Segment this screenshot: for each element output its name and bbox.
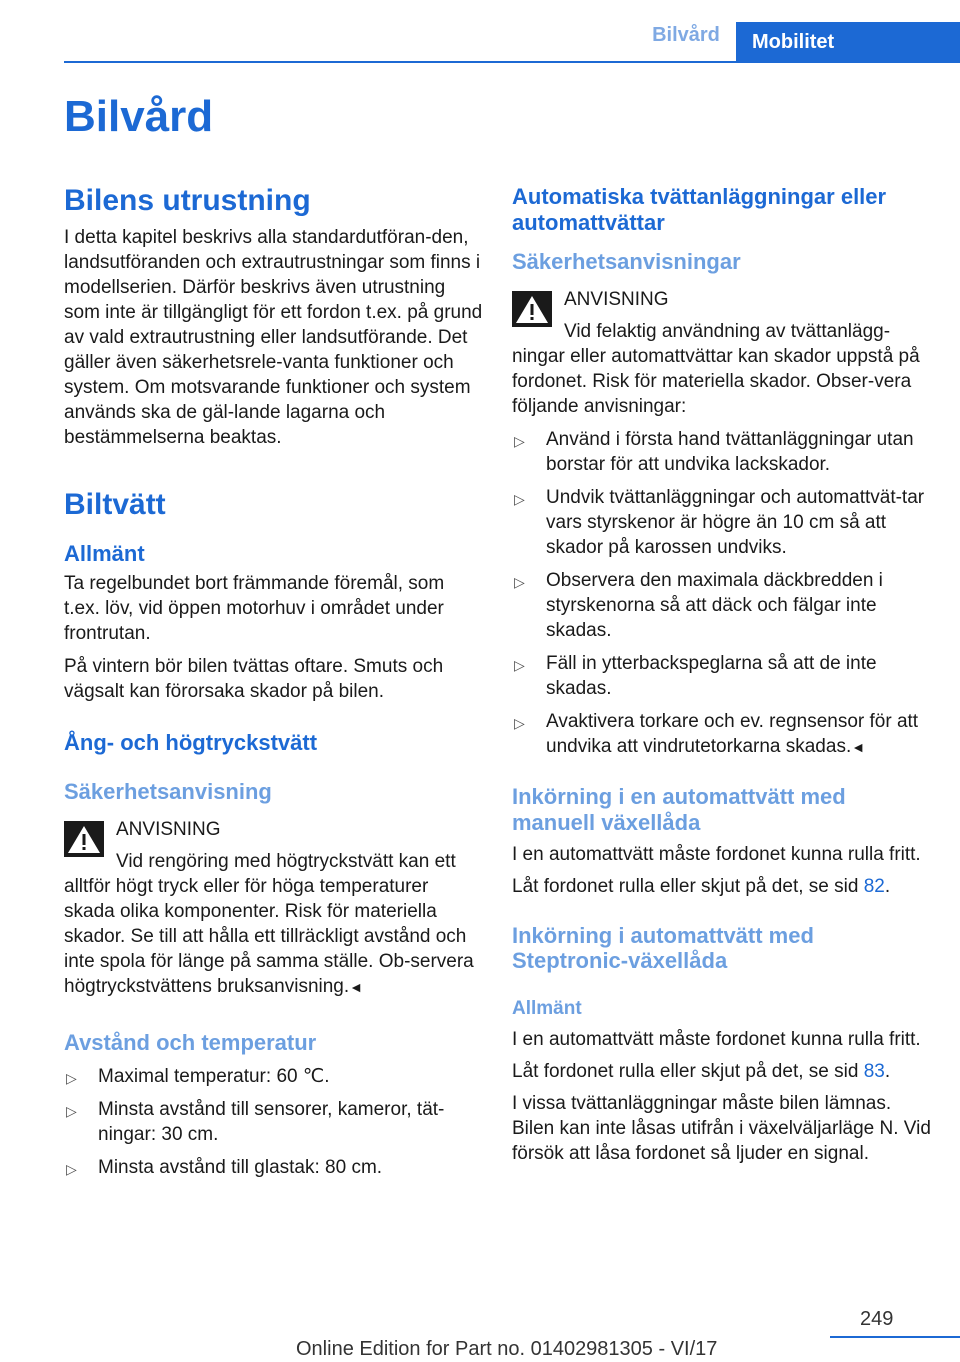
warning-box [64, 817, 484, 842]
warning-label: ANVISNING [116, 819, 221, 841]
subtitle-avstand-temperatur: Avstånd och temperatur [64, 1030, 317, 1056]
subtitle-steptronic: Inkörning i automattvätt med Steptronic-växellåda [512, 922, 814, 974]
triangle-bullet-icon: ▷ [66, 1069, 77, 1086]
triangle-bullet-icon: ▷ [66, 1160, 77, 1177]
subtitle-manuell-vaxellada: Inkörning i en automattvätt med manuell växellåda [512, 784, 846, 835]
header-rule [64, 61, 960, 63]
allmant-paragraph-1: Ta regelbundet bort främmande föremål, som t.ex. löv, vid öppen motorhuv i området under frontrutan. [64, 572, 445, 644]
triangle-bullet-icon: ▷ [514, 491, 525, 508]
page-number: 249 [860, 1308, 894, 1330]
warning-label: ANVISNING [564, 289, 669, 311]
subtitle-sakerhetsanvisning: Säkerhetsanvisning [64, 779, 272, 805]
warning-text: Vid felaktig användning av tvättanlägg-ningar eller automattvättar kan skador uppstå på fordonet. Risk för materiella skador. Obser-vera följande anvisningar: [512, 321, 920, 418]
allmant-paragraph-2: På vintern bör bilen tvättas oftare. Smuts och vägsalt kan förorsaka skador på bilen. [64, 655, 444, 702]
steptronic-paragraph-3: I vissa tvättanläggningar måste bilen lämnas. Bilen kan inte låsas utifrån i växelväljarläge N. Vid försök att låsa fordonet så ljuder en signal. [512, 1092, 931, 1164]
intro-paragraph: I detta kapitel beskrivs alla standardutföran-den, landsutföranden och extrautrustningar som finns i modellserien. Därför beskrivs även utrustning som inte är tillgängligt för ett fordon t.ex. på grund av vald extrautrustning eller landsutförande. Det gäller även säkerhetsrele-vanta funktioner och system. Om motsvarande funktioner och system används ska de gäl-lande lagarna och bestämmelserna beaktas. [64, 227, 483, 448]
list-item: ▷ Minsta avstånd till glastak: 80 cm. [64, 1155, 484, 1180]
steptronic-paragraph-1: I en automattvätt måste fordonet kunna rulla fritt. [512, 1028, 921, 1050]
warning-triangle-icon [64, 821, 104, 857]
warning-box [512, 287, 932, 312]
manuell-paragraph-1: I en automattvätt måste fordonet kunna rulla fritt. [512, 843, 921, 865]
triangle-bullet-icon: ▷ [514, 715, 525, 732]
warning-text: Vid rengöring med högtryckstvätt kan ett alltför högt tryck eller för höga temperaturer skada olika komponenter. Risk för materiella skador. Se till att hålla ett tillräckligt avstånd och inte spola för länge på samma ställe. Ob-servera högtryckstvättens bruksanvisning.◄ [64, 851, 474, 998]
automatic-wash-list [512, 427, 932, 760]
manuell-paragraph-2: Låt fordonet rulla eller skjut på det, se sid 82. [512, 875, 891, 897]
triangle-bullet-icon: ▷ [66, 1102, 77, 1119]
list-item: ▷ Observera den maximala däckbredden i styrskenorna så att däck och fälgar inte skadas. [514, 570, 883, 642]
page-link-82[interactable]: 82 [863, 875, 885, 897]
steptronic-paragraph-2: Låt fordonet rulla eller skjut på det, se sid 83. [512, 1060, 891, 1082]
warning-triangle-icon [512, 291, 552, 327]
page-link-83[interactable]: 83 [863, 1060, 885, 1082]
right-column [512, 184, 932, 1166]
chapter-title: Bilvård [64, 92, 214, 141]
tab-bilvard[interactable]: Bilvård [652, 24, 720, 46]
list-item: ▷ Minsta avstånd till sensorer, kameror, tät-ningar: 30 cm. [66, 1098, 445, 1145]
section-title-automatiska: Automatiska tvättanläggningar eller automattvättar [512, 184, 887, 235]
triangle-bullet-icon: ▷ [514, 433, 525, 450]
section-title-bilens-utrustning: Bilens utrustning [64, 184, 311, 217]
avstand-list [64, 1064, 484, 1180]
subtitle-ang-hogtryck: Ång- och högtryckstvätt [64, 729, 318, 755]
subtitle-sakerhetsanvisningar: Säkerhetsanvisningar [512, 249, 741, 275]
end-mark-icon: ◄ [349, 979, 363, 996]
subtitle-allmant: Allmänt [64, 541, 145, 566]
section-title-biltvatt: Biltvätt [64, 488, 166, 521]
list-item: ▷ Avaktivera torkare och ev. regnsensor för att undvika att vindrutetorkarna skadas.◄ [514, 711, 919, 758]
footer-rule [830, 1336, 960, 1338]
list-item: ▷ Undvik tvättanläggningar och automattvät-tar vars styrskenor är högre än 10 cm så att skador på karossen undviks. [514, 487, 925, 559]
triangle-bullet-icon: ▷ [514, 574, 525, 591]
list-item: ▷ Maximal temperatur: 60 ℃. [64, 1064, 484, 1089]
list-item: ▷ Fäll in ytterbackspeglarna så att de inte skadas. [514, 653, 877, 700]
tab-mobilitet[interactable]: Mobilitet [736, 22, 960, 62]
left-column [64, 184, 484, 1180]
end-mark-icon: ◄ [851, 739, 866, 756]
edition-text: Online Edition for Part no. 01402981305 - VI/17 [296, 1338, 718, 1360]
triangle-bullet-icon: ▷ [514, 657, 525, 674]
list-item: ▷ Använd i första hand tvättanläggningar utan borstar för att undvika lackskador. [514, 429, 914, 476]
subtitle-allmant-right: Allmänt [512, 998, 582, 1020]
header-bar [0, 0, 960, 62]
